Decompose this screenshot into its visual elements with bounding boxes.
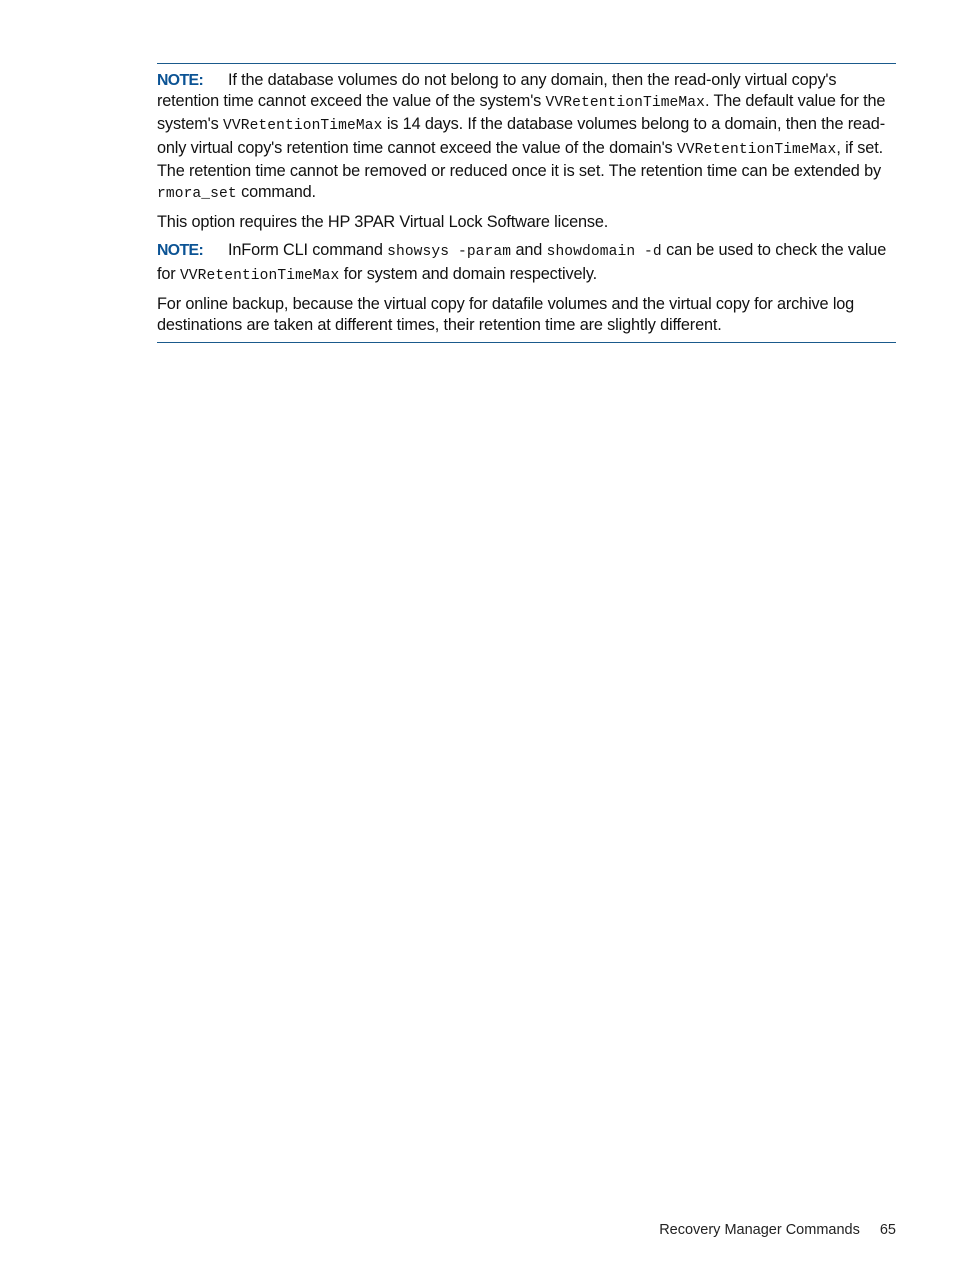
note-box	[157, 63, 896, 343]
code-vvretentiontimemax: VVRetentionTimeMax	[545, 95, 705, 112]
note-label: NOTE:	[157, 72, 204, 89]
page-footer	[659, 1222, 896, 1238]
text-span: is 14 days. If the database volumes belong to a domain, then the read-only virtual copy's retention time cannot exceed the value of the domain's	[157, 115, 885, 157]
code-vvretentiontimemax: VVRetentionTimeMax	[179, 267, 340, 284]
code-vvretentiontimemax: VVRetentionTimeMax	[676, 141, 837, 158]
code-showsys: showsys -param	[387, 244, 512, 261]
text-span: InForm CLI command	[228, 241, 388, 260]
text-span: for system and domain respectively.	[339, 264, 598, 283]
license-paragraph: This option requires the HP 3PAR Virtual Lock Software license.	[157, 213, 609, 232]
code-vvretentiontimemax: VVRetentionTimeMax	[223, 118, 383, 135]
text-span: . The default value for the system's	[157, 92, 886, 134]
code-rmora-set: rmora_set	[157, 186, 237, 203]
footer-section-title: Recovery Manager Commands	[659, 1222, 860, 1238]
text-span: and	[511, 241, 547, 260]
note-paragraph-retention	[157, 70, 896, 205]
text-span: can be used to check the value for	[157, 241, 887, 283]
online-backup-paragraph: For online backup, because the virtual copy for datafile volumes and the virtual copy for archive log destinations are taken at different times, their retention time are slightly different.	[157, 294, 855, 335]
code-showdomain: showdomain -d	[546, 244, 662, 261]
text-span: command.	[236, 183, 316, 202]
note-paragraph-cli	[157, 240, 896, 286]
note-label: NOTE:	[157, 242, 204, 260]
page-number: 65	[879, 1222, 896, 1238]
text-span: , if set. The retention time cannot be removed or reduced once it is set. The retention time can be extended by	[157, 138, 883, 180]
text-span: If the database volumes do not belong to any domain, then the read-only virtual copy's retention time cannot exceed the value of the system's	[157, 71, 837, 111]
